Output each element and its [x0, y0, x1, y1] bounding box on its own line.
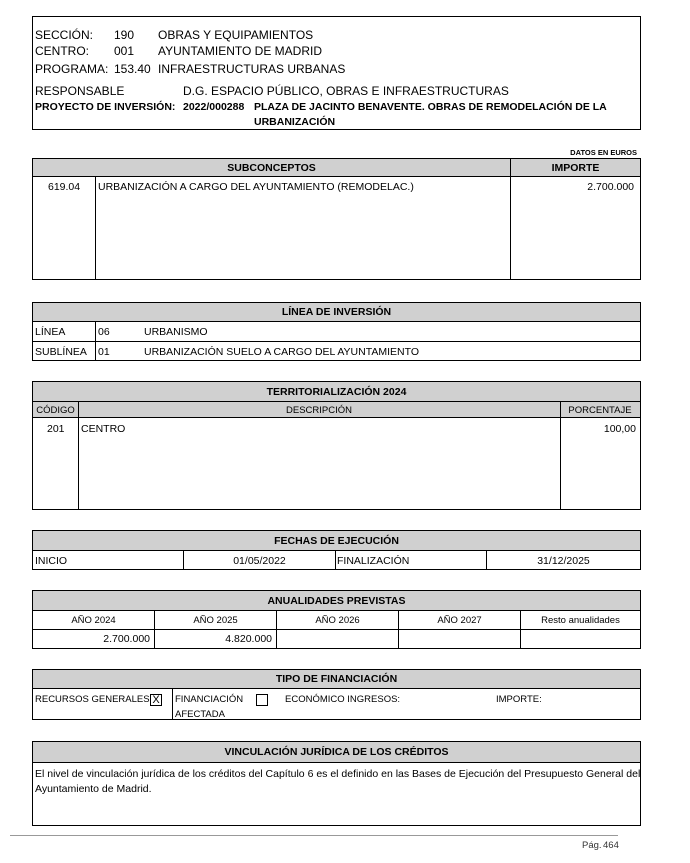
page-label: Pág.: [582, 840, 602, 851]
centro-label: CENTRO:: [35, 44, 89, 58]
responsable-label: RESPONSABLE: [35, 84, 125, 98]
year-2025-header: AÑO 2025: [193, 615, 238, 626]
year-2024-header: AÑO 2024: [71, 615, 116, 626]
finalizacion-label: FINALIZACIÓN: [337, 555, 410, 567]
resto-anualidades-header: Resto anualidades: [541, 615, 620, 626]
subconcepto-importe: 2.700.000: [587, 181, 634, 193]
seccion-name: OBRAS Y EQUIPAMIENTOS: [158, 28, 314, 42]
recursos-generales-label: RECURSOS GENERALES: [35, 694, 150, 705]
centro-name: AYUNTAMIENTO DE MADRID: [158, 44, 323, 58]
sublinea-code: 01: [98, 346, 110, 358]
subconcepto-description: URBANIZACIÓN A CARGO DEL AYUNTAMIENTO (REMODELAC.): [98, 181, 414, 193]
financiacion-afectada-checkbox[interactable]: [256, 694, 268, 706]
importe-header: IMPORTE: [511, 159, 640, 176]
datos-en-euros: DATOS EN EUROS: [570, 148, 637, 157]
page-number: 464: [603, 840, 619, 851]
value-2024: 2.700.000: [103, 633, 150, 645]
year-2027-header: AÑO 2027: [437, 615, 482, 626]
importe-label: IMPORTE:: [496, 694, 542, 705]
vinculacion-text-line2: Ayuntamiento de Madrid.: [35, 783, 152, 795]
programa-code: 153.40: [114, 62, 151, 76]
year-2026-header: AÑO 2026: [315, 615, 360, 626]
territorializacion-header: TERRITORIALIZACIÓN 2024: [33, 382, 640, 401]
codigo-column-header: CÓDIGO: [36, 404, 75, 416]
recursos-generales-checkbox[interactable]: X: [150, 694, 162, 706]
vinculacion-text-line1: El nivel de vinculación jurídica de los créditos del Capítulo 6 es el definido en las Bases de Ejecución del Presupuesto General del: [35, 768, 641, 780]
proyecto-code: 2022/000288: [183, 101, 245, 113]
subconceptos-header: SUBCONCEPTOS: [33, 159, 510, 176]
territorio-porcentaje: 100,00: [603, 423, 636, 435]
proyecto-label: PROYECTO DE INVERSIÓN:: [35, 101, 176, 113]
seccion-label: SECCIÓN:: [35, 28, 94, 42]
financiacion-afectada-label-2: AFECTADA: [175, 709, 225, 720]
sublinea-name: URBANIZACIÓN SUELO A CARGO DEL AYUNTAMIENTO: [144, 346, 419, 358]
linea-label: LÍNEA: [35, 326, 66, 338]
finalizacion-value: 31/12/2025: [537, 555, 590, 567]
sublinea-label: SUBLÍNEA: [35, 346, 87, 358]
proyecto-name-line2: URBANIZACIÓN: [254, 116, 336, 128]
anualidades-header: ANUALIDADES PREVISTAS: [33, 591, 640, 610]
linea-inversion-header: LÍNEA DE INVERSIÓN: [33, 303, 640, 321]
financiacion-afectada-label-1: FINANCIACIÓN: [175, 694, 244, 705]
programa-name: INFRAESTRUCTURAS URBANAS: [158, 62, 346, 76]
linea-name: URBANISMO: [144, 326, 208, 338]
inicio-label: INICIO: [35, 555, 68, 567]
vinculacion-header: VINCULACIÓN JURÍDICA DE LOS CRÉDITOS: [33, 742, 640, 762]
seccion-code: 190: [114, 28, 135, 42]
programa-label: PROGRAMA:: [35, 62, 109, 76]
economico-ingresos-label: ECONÓMICO INGRESOS:: [285, 694, 401, 705]
descripcion-column-header: DESCRIPCIÓN: [286, 404, 352, 416]
centro-code: 001: [114, 44, 135, 58]
proyecto-name-line1: PLAZA DE JACINTO BENAVENTE. OBRAS DE REMODELACIÓN DE LA: [254, 101, 607, 113]
financiacion-header: TIPO DE FINANCIACIÓN: [33, 670, 640, 688]
territorio-codigo: 201: [47, 423, 65, 435]
territorio-descripcion: CENTRO: [81, 423, 126, 435]
fechas-header: FECHAS DE EJECUCIÓN: [33, 531, 640, 550]
responsable-name: D.G. ESPACIO PÚBLICO, OBRAS E INFRAESTRUCTURAS: [183, 84, 509, 98]
value-2025: 4.820.000: [225, 633, 272, 645]
porcentaje-column-header: PORCENTAJE: [568, 404, 632, 416]
linea-code: 06: [98, 326, 110, 338]
inicio-value: 01/05/2022: [233, 555, 286, 567]
subconcepto-code: 619.04: [48, 181, 81, 193]
